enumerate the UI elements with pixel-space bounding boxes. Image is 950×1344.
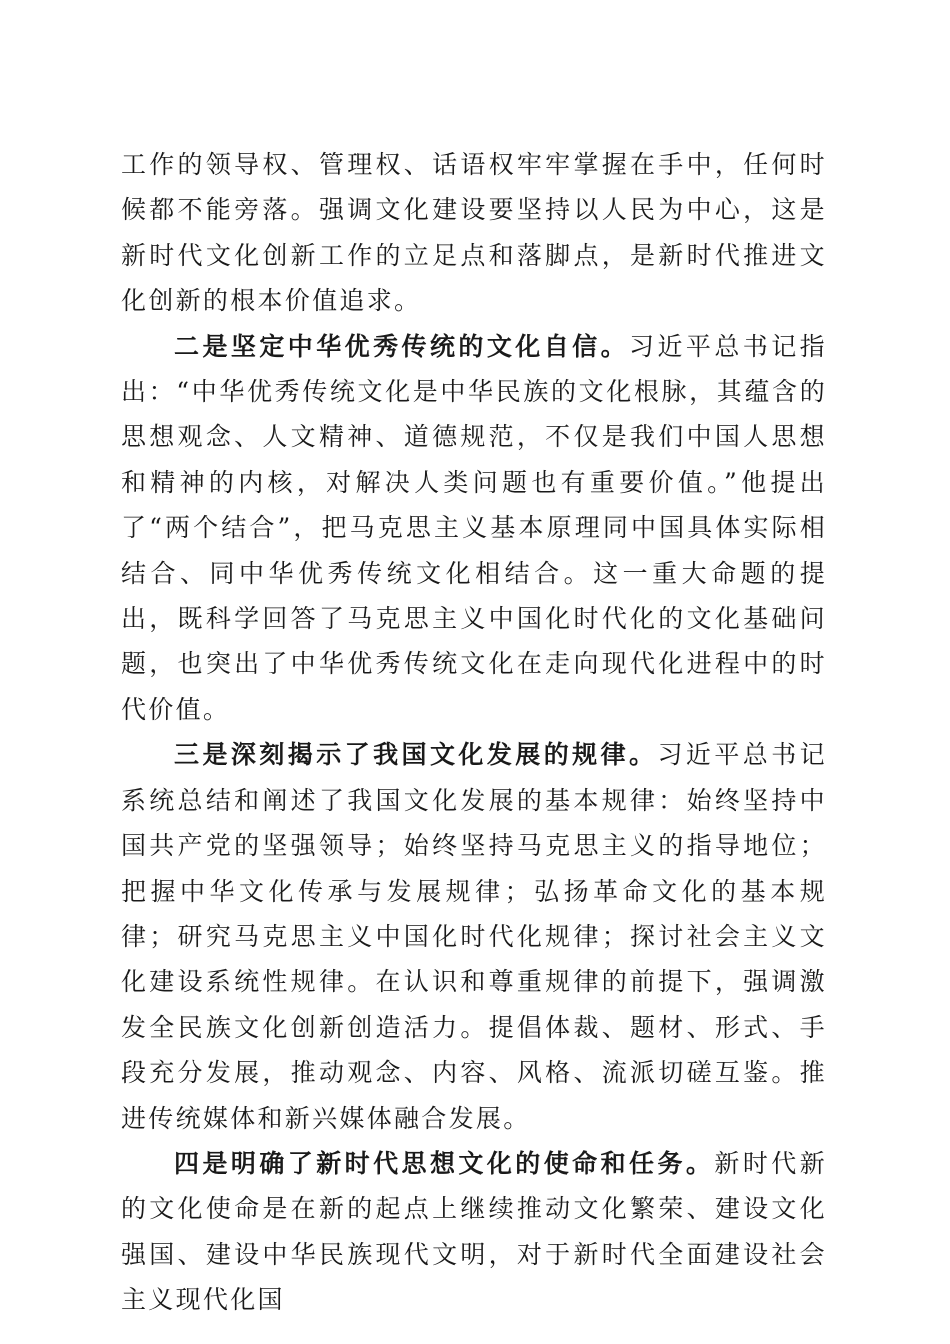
paragraph-heading: 四是明确了新时代思想文化的使命和任务。 bbox=[174, 1148, 715, 1178]
paragraph-heading: 二是坚定中华优秀传统的文化自信。 bbox=[174, 331, 630, 361]
document-body bbox=[121, 142, 827, 1323]
paragraph-heading: 三是深刻揭示了我国文化发展的规律。 bbox=[174, 740, 658, 770]
paragraph-continuation bbox=[121, 142, 827, 324]
paragraph-two bbox=[121, 324, 827, 733]
paragraph-four bbox=[121, 1141, 827, 1323]
paragraph-text: 工作的领导权、管理权、话语权牢牢掌握在手中，任何时候都不能旁落。强调文化建设要坚持以人民为中心，这是新时代文化创新工作的立足点和落脚点，是新时代推进文化创新的根本价值追求。 bbox=[121, 150, 827, 316]
paragraph-text: 习近平总书记指出：“中华优秀传统文化是中华民族的文化根脉，其蕴含的思想观念、人文精神、道德规范，不仅是我们中国人思想和精神的内核，对解决人类问题也有重要价值。”他提出了“两个结合”，把马克思主义基本原理同中国具体实际相结合、同中华优秀传统文化相结合。这一重大命题的提出，既科学回答了马克思主义中国化时代化的文化基础问题，也突出了中华优秀传统文化在走向现代化进程中的时代价值。 bbox=[121, 331, 827, 724]
paragraph-text: 新时代新的文化使命是在新的起点上继续推动文化繁荣、建设文化强国、建设中华民族现代文明，对于新时代全面建设社会主义现代化国 bbox=[121, 1148, 827, 1315]
paragraph-three bbox=[121, 732, 827, 1141]
paragraph-text: 习近平总书记系统总结和阐述了我国文化发展的基本规律：始终坚持中国共产党的坚强领导；始终坚持马克思主义的指导地位；把握中华文化传承与发展规律；弘扬革命文化的基本规律；研究马克思主义中国化时代化规律；探讨社会主义文化建设系统性规律。在认识和尊重规律的前提下，强调激发全民族文化创新创造活力。提倡体裁、题材、形式、手段充分发展，推动观念、内容、风格、流派切磋互鉴。推进传统媒体和新兴媒体融合发展。 bbox=[121, 740, 827, 1133]
